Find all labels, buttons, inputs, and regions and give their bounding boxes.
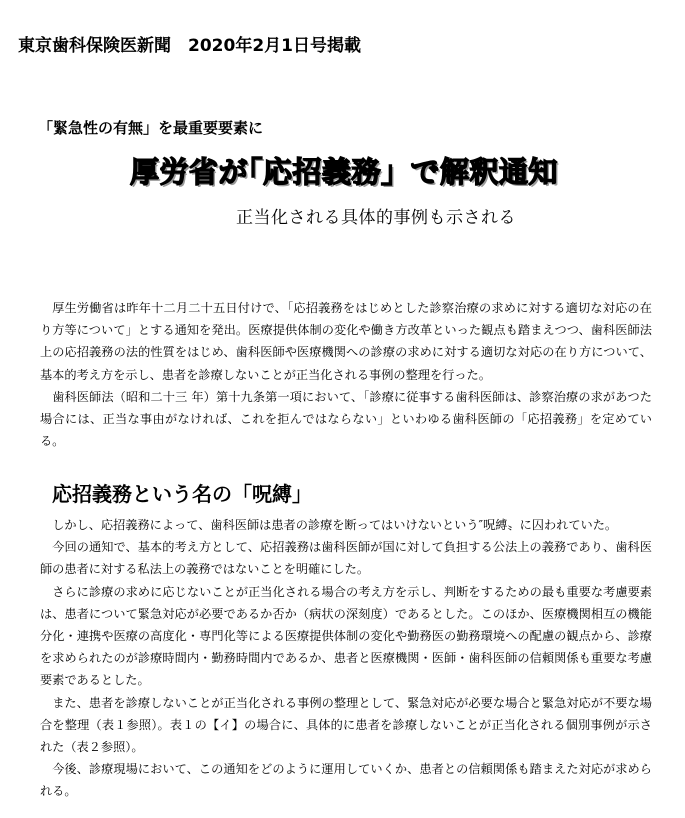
- section-heading: 応招義務という名の「呪縛」: [52, 482, 312, 506]
- intro-paragraph-2: 歯科医師法（昭和二十三 年）第十九条第一項において、「診療に従事する歯科医師は、診察治療の求があつた場合には、正当な事由がなければ、これを拒んではならない」といわゆる歯科医師の「応招義務」を定めている。: [40, 389, 652, 449]
- subheadline: 正当化される具体的事例も示される: [236, 208, 516, 228]
- intro-body: [40, 297, 652, 452]
- section-paragraph-2: 今回の通知で、基本的考え方として、応招義務は歯科医師が国に対して負担する公法上の義務であり、歯科医師の患者に対する私法上の義務ではないことを明確にした。: [40, 540, 652, 577]
- section-body: [40, 514, 652, 803]
- section-paragraph-1: しかし、応招義務によって、歯科医師は患者の診療を断ってはいけないという″呪縛〟に囚われていた。: [52, 518, 618, 532]
- publication-line: 東京歯科保険医新聞 2020年2月1日号掲載: [18, 36, 361, 56]
- section-paragraph-5: 今後、診療現場において、この通知をどのように運用していくか、患者との信頼関係も踏まえた対応が求められる。: [40, 762, 652, 799]
- section-paragraph-4: また、患者を診療しないことが正当化される事例の整理として、緊急対応が必要な場合と緊急対応が不要な場合を整理（表１参照）。表１の【イ】の場合に、具体的に患者を診療しないことが正当化される個別事例が示された（表２参照）。: [40, 695, 652, 755]
- main-headline: 厚労省が｢応招義務」で解釈通知: [130, 155, 559, 189]
- kicker-headline: 「緊急性の有無」を最重要要素に: [38, 119, 264, 137]
- intro-paragraph-1: 厚生労働省は昨年十二月二十五日付けで、「応招義務をはじめとした診察治療の求めに対する適切な対応の在り方等について」とする通知を発出。医療提供体制の変化や働き方改革といった観点も踏まえつつ、歯科医師法上の応招義務の法的性質をはじめ、歯科医師や医療機関への診療の求めに対する適切な対応の在り方について、基本的考え方を示し、患者を診療しないことが正当化される事例の整理を行った。: [40, 301, 652, 382]
- section-paragraph-3: さらに診療の求めに応じないことが正当化される場合の考え方を示し、判断をするための最も重要な考慮要素は、患者について緊急対応が必要であるか否か（病状の深刻度）であるとした。このほか、医療機関相互の機能分化・連携や医療の高度化・専門化等による医療提供体制の変化や勤務医の勤務環境への配慮の観点から、診療を求められたのが診療時間内・勤務時間内であるか、患者と医療機関・医師・歯科医師の信頼関係も重要な考慮要素であるとした。: [40, 584, 652, 688]
